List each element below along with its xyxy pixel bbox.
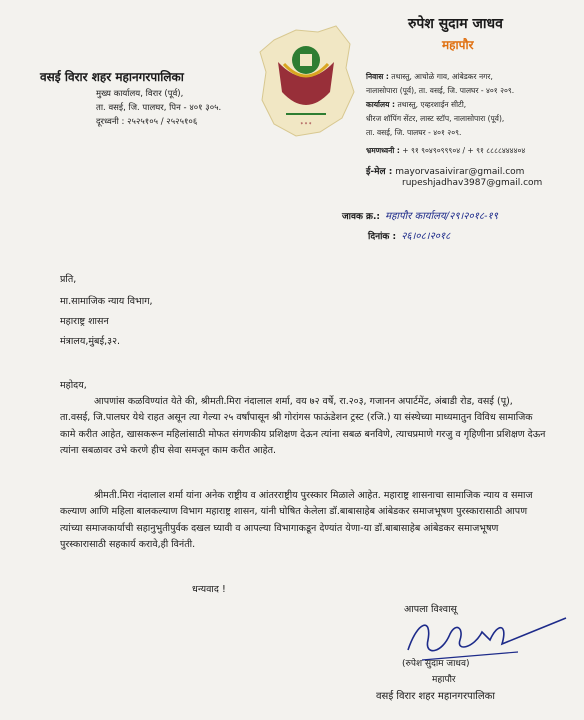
svg-text:* * *: * * * — [300, 122, 312, 128]
corporation-office: मुख्य कार्यालय, विरार (पूर्व), — [96, 89, 184, 99]
outward-reference — [342, 204, 498, 223]
office-line-1: तथास्तु, एव्हरशाईन सीटी, — [397, 100, 467, 109]
residence-line-1: तथास्तु, आचोळे गाव, आंबेडकर नगर, — [391, 72, 493, 81]
office-line-3: ता. वसई, जि. पालघर - ४०१ २०९. — [366, 128, 462, 137]
body-paragraph-2: श्रीमती.मिरा नंदालाल शर्मा यांना अनेक राष्ट्रीय व आंतरराष्ट्रीय पुरस्कार मिळाले आहेत. महाराष्ट्र शासनाचा सामाजिक न्याय व समाज कल्याण आणि महिला बालकल्याण विभाग महाराष्ट्र शासन, यांनी घोषित केलेला डॉ.बाबासाहेब आंबेडकर समाजभूषण पुरस्कारासाठी आपण त्यांच्या समाजकार्याची सहानुभुतीपुर्वक दखल घ्यावी व आपल्या विभागाकडून देण्यांत येणा-या डॉ.बाबासाहेब आंबेडकर समाजभूषण पुरस्कारासाठी सहकार्य करावे,ही विनंती. — [60, 490, 533, 551]
signer-organization: वसई विरार शहर महानगरपालिका — [376, 691, 495, 702]
signer-name: (रुपेश सुदाम जाधव) — [402, 659, 470, 669]
residence-address — [366, 72, 493, 82]
corporation-name: वसई विरार शहर महानगरपालिका — [40, 70, 184, 84]
signer-title: महापौर — [432, 675, 456, 685]
closing-yours: आपला विश्वासू — [404, 604, 457, 615]
email-row — [366, 164, 524, 177]
office-line-2: धीरज शॉपिंग सेंटर, लास्ट स्टॉप, नालासोपारा (पूर्व), — [366, 114, 505, 123]
corporation-phone: दूरध्वनी : २५२५१०५ / २५२५१०६ — [96, 117, 198, 127]
body-paragraph-1: आपणांस कळविण्यांत येते की, श्रीमती.मिरा नंदालाल शर्मा, वय ७२ वर्षे, रा.२०३, गजानन अपार्टमेंट, अंबाडी रोड, वसई (पू), ता.वसई, जि.पालघर येथे राहत असून त्या गेल्या २५ वर्षांपासून श्री गोरांगस फाऊंडेशन ट्रस्ट (रजि.) या संस्थेच्या माध्यमातुन विविध सामाजिक कामे करीत आहेत, खासकरून महिलांसाठी मोफत संगणकीय प्रशिक्षण देऊन त्यांना सबळ बनविणे, त्याचप्रमाणे गरजु व गृहिणीना प्रशिक्षण देऊन त्यांना सबळावर उभे करणे हीच सेवा समजून काम करीत आहेत. — [60, 396, 546, 457]
mayor-name: रुपेश सुदाम जाधव — [408, 16, 503, 32]
email-1: mayorvasaivirar@gmail.com — [395, 167, 525, 177]
letter-date — [368, 224, 450, 243]
salutation: महोदय, — [60, 380, 87, 391]
mobile-label: भ्रमणध्वनी : — [366, 146, 400, 155]
corporation-address: ता. वसई, जि. पालघर, पिन - ४०१ ३०५. — [96, 103, 222, 113]
residence-label: निवास : — [366, 72, 389, 81]
corporation-seal-logo — [256, 22, 356, 142]
outward-label: जावक क्र.: — [342, 212, 380, 222]
thanks: धन्यवाद ! — [192, 584, 226, 595]
date-label: दिनांक : — [368, 232, 397, 242]
outward-value: महापौर कार्यालय/२९।२०१८-१९ — [385, 211, 498, 222]
recipient-line-3: मंत्रालय,मुंबई,३२. — [60, 336, 121, 347]
mobile-value: + ९१ ९०४९०९९९०४ / + ९१ ८८८८४४४४०४ — [402, 146, 526, 155]
mayor-title: महापौर — [442, 38, 474, 52]
residence-line-2: नालासोपारा (पूर्व), ता. वसई, जि. पालघर - ४०१ २०९. — [366, 86, 515, 95]
office-address — [366, 100, 466, 110]
office-label: कार्यालय : — [366, 100, 396, 109]
date-value: २६।०८।२०१८ — [401, 231, 451, 242]
recipient-line-1: मा.सामाजिक न्याय विभाग, — [60, 296, 153, 307]
mobile-numbers — [366, 146, 525, 156]
email-2: rupeshjadhav3987@gmail.com — [402, 178, 543, 188]
email-label: ई-मेल : — [366, 167, 393, 177]
recipient-line-2: महाराष्ट्र शासन — [60, 316, 109, 327]
recipient-to: प्रति, — [60, 274, 77, 285]
